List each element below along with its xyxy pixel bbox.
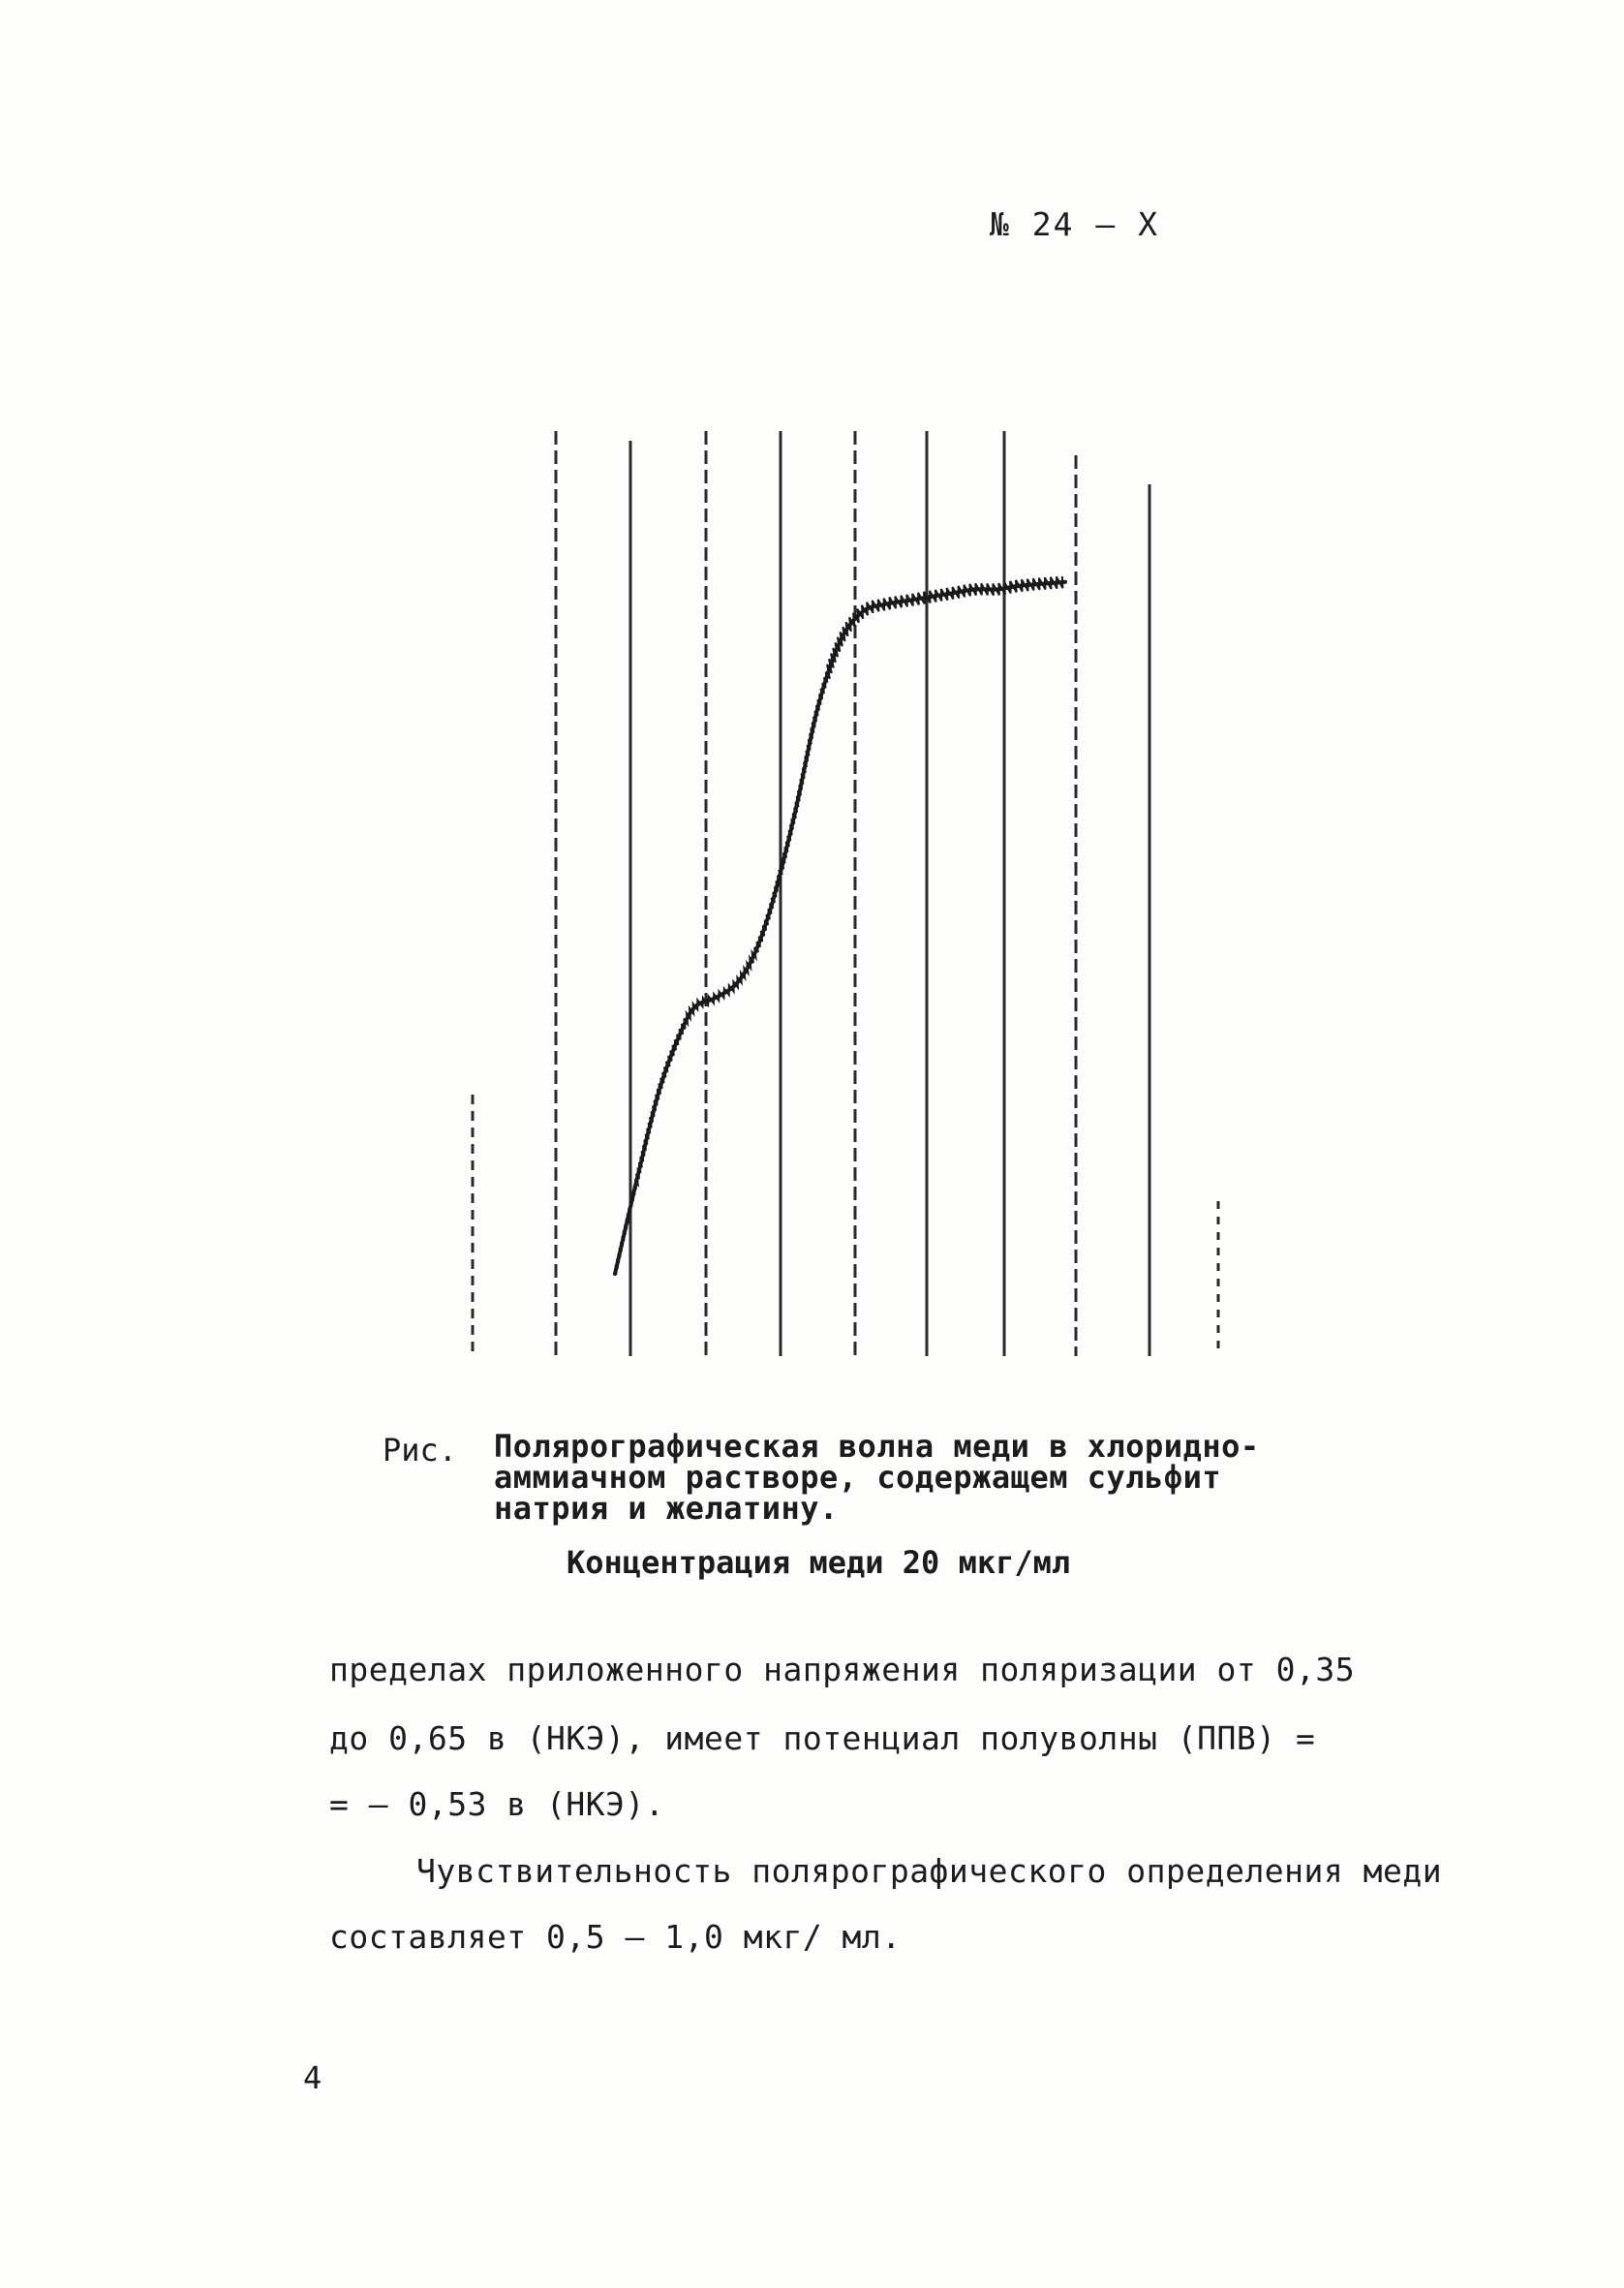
body-text-line: пределах приложенного напряжения поляризации от 0,35 bbox=[329, 1651, 1356, 1688]
body-text-line: составляет 0,5 – 1,0 мкг/ мл. bbox=[329, 1918, 902, 1956]
chart-gridlines bbox=[473, 431, 1218, 1356]
figure-caption-line: натрия и желатину. bbox=[494, 1490, 839, 1527]
figure-concentration-note: Концентрация меди 20 мкг/мл bbox=[567, 1544, 1071, 1581]
body-text-line: до 0,65 в (НКЭ), имеет потенциал полуволны (ППВ) = bbox=[329, 1719, 1316, 1757]
polarographic-wave-noise bbox=[614, 576, 1062, 1273]
body-text-line: = – 0,53 в (НКЭ). bbox=[329, 1785, 665, 1823]
figure-caption-label: Рис. bbox=[383, 1432, 458, 1469]
body-text-line: Чувствительность полярографического определения меди bbox=[416, 1852, 1443, 1890]
polarographic-wave-line bbox=[615, 582, 1065, 1274]
page-number: 4 bbox=[303, 2059, 322, 2096]
figure-caption-line: Полярографическая волна меди в хлоридно- bbox=[494, 1428, 1260, 1465]
document-number: № 24 – X bbox=[990, 205, 1159, 243]
figure-caption-line: аммиачном растворе, содержащем сульфит bbox=[494, 1459, 1222, 1496]
